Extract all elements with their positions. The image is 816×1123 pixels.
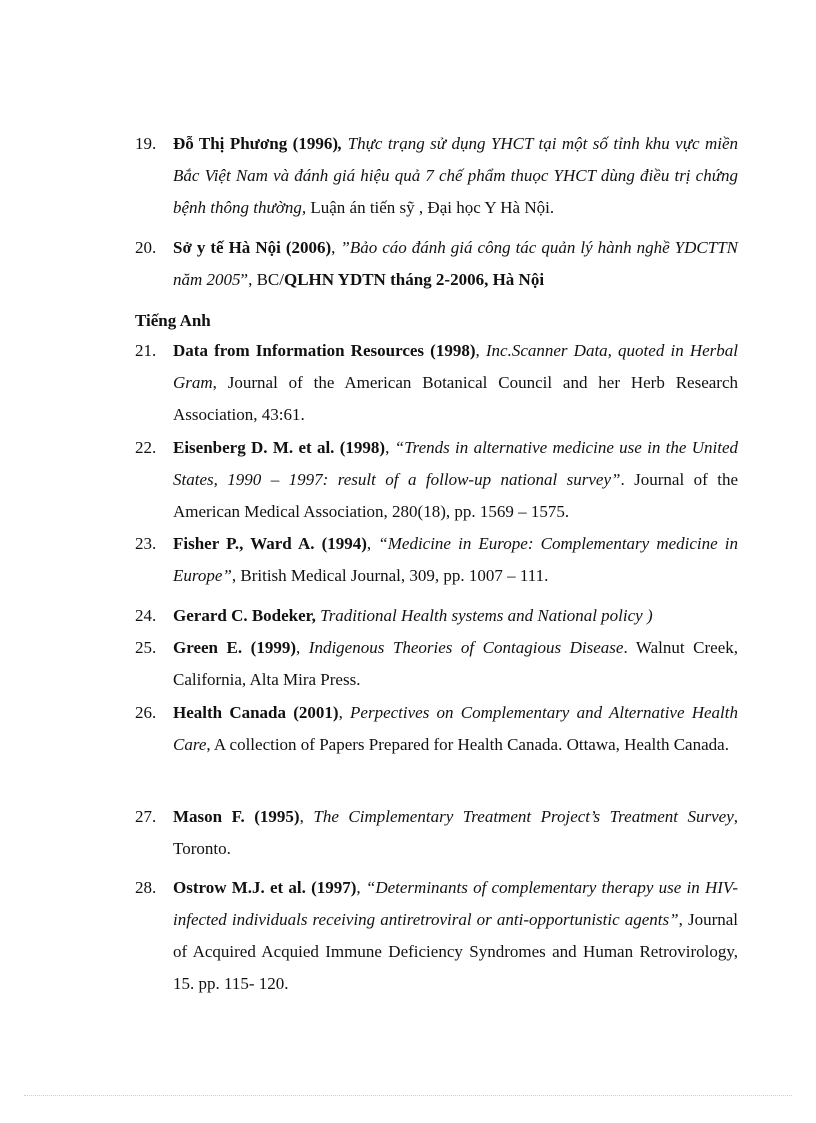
reference-source: , A collection of Papers Prepared for Health Canada. Ottawa, Health Canada. xyxy=(206,735,729,754)
reference-source-bold: QLHN YDTN tháng 2-2006, Hà Nội xyxy=(283,270,545,289)
reference-25 xyxy=(135,632,738,696)
reference-title: Thực trạng sử dụng YHCT tại một số tỉnh khu vực miền Bắc Việt Nam và đánh giá hiệu quả 7 chế phẩm thuọc YHCT dùng điều trị chứng bệnh thông thường, xyxy=(173,134,739,217)
reference-author: Fisher P., Ward A. (1994) xyxy=(173,534,367,553)
reference-number: 28. xyxy=(135,878,157,897)
reference-number: 24. xyxy=(135,606,157,625)
reference-title: “Medicine in Europe: Complementary medicine in Europe” xyxy=(173,534,739,585)
reference-28 xyxy=(135,872,738,1000)
reference-number: 26. xyxy=(135,703,157,722)
reference-number: 21. xyxy=(135,341,157,360)
reference-separator: , xyxy=(475,341,486,360)
reference-separator: , xyxy=(385,438,395,457)
reference-number: 22. xyxy=(135,438,157,457)
reference-number: 27. xyxy=(135,807,157,826)
reference-26 xyxy=(135,697,738,761)
reference-20 xyxy=(135,232,738,296)
reference-title: “Determinants of complementary therapy use in HIV-infected individuals receiving antiretroviral or anti-opportunistic agents” xyxy=(173,878,739,929)
reference-separator: , xyxy=(338,703,351,722)
reference-title: Inc.Scanner Data, quoted in Herbal Gram xyxy=(173,341,738,392)
reference-separator: , xyxy=(331,238,341,257)
reference-number: 23. xyxy=(135,534,157,553)
reference-source: ”, BC/ xyxy=(240,270,284,289)
section-heading: Tiếng Anh xyxy=(135,311,211,330)
reference-source: , British Medical Journal, 309, pp. 1007 – 111. xyxy=(231,566,549,585)
reference-title: Traditional Health systems and National policy ) xyxy=(320,606,653,625)
reference-21 xyxy=(135,335,738,431)
reference-author: Eisenberg D. M. et al. (1998) xyxy=(173,438,386,457)
reference-author: Sở y tế Hà Nội (2006) xyxy=(173,238,332,257)
reference-number: 19. xyxy=(135,134,157,153)
reference-title: “Trends in alternative medicine use in the United States, 1990 – 1997: result of a follow-up national survey” xyxy=(173,438,739,489)
reference-24 xyxy=(135,600,738,632)
reference-author: Ostrow M.J. et al. (1997) xyxy=(173,878,357,897)
reference-title: ”Bảo cáo đánh giá công tác quản lý hành nghề YDCTTN năm 2005 xyxy=(173,238,738,289)
reference-separator: , xyxy=(356,878,366,897)
reference-number: 20. xyxy=(135,238,157,257)
reference-separator: , xyxy=(296,638,309,657)
reference-source: Luận án tiến sỹ , Đại học Y Hà Nội. xyxy=(306,198,555,217)
reference-author: Health Canada (2001) xyxy=(173,703,339,722)
reference-27 xyxy=(135,801,738,865)
reference-number: 25. xyxy=(135,638,157,657)
page-bottom-rule xyxy=(24,1095,792,1096)
reference-source: . Journal of the American Medical Association, 280(18), pp. 1569 – 1575. xyxy=(173,470,738,521)
reference-source: , Journal of Acquired Acquied Immune Deficiency Syndromes and Human Retrovirology, 15. pp. 115- 120. xyxy=(173,910,739,993)
reference-author: Đỗ Thị Phương (1996) xyxy=(173,134,338,153)
reference-author: Mason F. (1995) xyxy=(173,807,300,826)
reference-separator: , xyxy=(338,134,343,153)
reference-source: , Toronto. xyxy=(173,807,739,858)
reference-source: , Journal of the American Botanical Council and her Herb Research Association, 43:61. xyxy=(173,373,738,424)
reference-author: Green E. (1999) xyxy=(173,638,296,657)
reference-title: Indigenous Theories of Contagious Disease xyxy=(308,638,624,657)
reference-source: . Walnut Creek, California, Alta Mira Press. xyxy=(173,638,738,689)
reference-author: Data from Information Resources (1998) xyxy=(173,341,476,360)
reference-22 xyxy=(135,432,738,528)
reference-19 xyxy=(135,128,738,224)
reference-23 xyxy=(135,528,738,592)
reference-separator: , xyxy=(366,534,379,553)
reference-author: Gerard C. Bodeker, xyxy=(173,606,316,625)
reference-title: The Cimplementary Treatment Project’s Treatment Survey xyxy=(313,807,734,826)
reference-title: Perpectives on Complementary and Alternative Health Care xyxy=(173,703,738,754)
reference-separator: , xyxy=(299,807,314,826)
